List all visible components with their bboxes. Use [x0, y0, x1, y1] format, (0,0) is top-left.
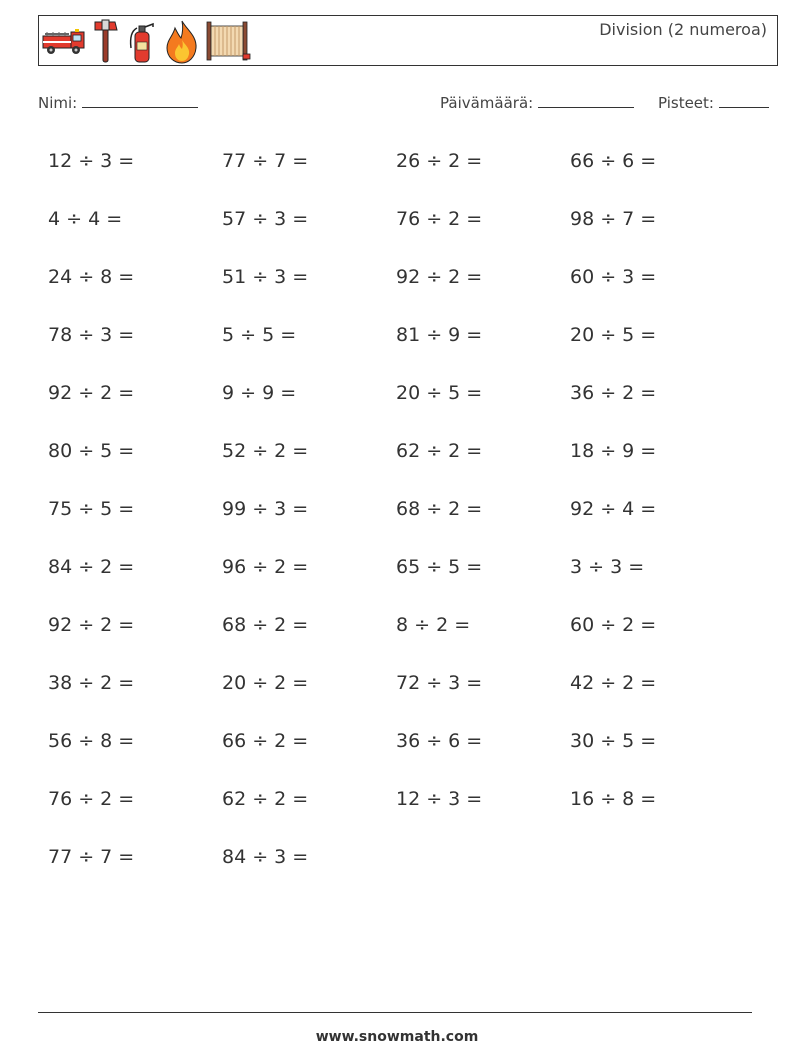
fire-extinguisher-icon — [125, 18, 159, 64]
score-field — [658, 93, 769, 112]
division-problem: 8 ÷ 2 = — [396, 614, 471, 636]
division-problem: 26 ÷ 2 = — [396, 150, 483, 172]
division-problem: 76 ÷ 2 = — [48, 788, 135, 810]
division-problem: 36 ÷ 2 = — [570, 382, 657, 404]
division-problem: 42 ÷ 2 = — [570, 672, 657, 694]
fire-icon — [163, 18, 201, 64]
division-problem: 92 ÷ 2 = — [48, 614, 135, 636]
division-problem: 80 ÷ 5 = — [48, 440, 135, 462]
division-problem: 20 ÷ 5 = — [570, 324, 657, 346]
name-label: Nimi: — [38, 94, 78, 112]
name-field — [38, 93, 198, 112]
name-blank[interactable] — [82, 93, 198, 108]
division-problem: 98 ÷ 7 = — [570, 208, 657, 230]
division-problem: 36 ÷ 6 = — [396, 730, 483, 752]
division-problem: 78 ÷ 3 = — [48, 324, 135, 346]
division-problem: 75 ÷ 5 = — [48, 498, 135, 520]
division-problem: 18 ÷ 9 = — [570, 440, 657, 462]
division-problem: 92 ÷ 4 = — [570, 498, 657, 520]
division-problem: 60 ÷ 2 = — [570, 614, 657, 636]
division-problem: 60 ÷ 3 = — [570, 266, 657, 288]
division-problem: 62 ÷ 2 = — [396, 440, 483, 462]
worksheet-title: Division (2 numeroa) — [599, 20, 767, 39]
footer-site: www.snowmath.com — [315, 1029, 479, 1045]
division-problem: 84 ÷ 2 = — [48, 556, 135, 578]
division-problem: 72 ÷ 3 = — [396, 672, 483, 694]
division-problem: 3 ÷ 3 = — [570, 556, 645, 578]
division-problem: 12 ÷ 3 = — [48, 150, 135, 172]
division-problem: 38 ÷ 2 = — [48, 672, 135, 694]
division-problem: 52 ÷ 2 = — [222, 440, 309, 462]
division-problem: 5 ÷ 5 = — [222, 324, 297, 346]
division-problem: 77 ÷ 7 = — [48, 846, 135, 868]
division-problem: 66 ÷ 6 = — [570, 150, 657, 172]
worksheet-header — [38, 15, 778, 66]
division-problem: 62 ÷ 2 = — [222, 788, 309, 810]
division-problem: 16 ÷ 8 = — [570, 788, 657, 810]
header-icons — [41, 18, 251, 64]
division-problem: 20 ÷ 2 = — [222, 672, 309, 694]
date-field — [440, 93, 634, 112]
division-problem: 65 ÷ 5 = — [396, 556, 483, 578]
division-problem: 51 ÷ 3 = — [222, 266, 309, 288]
fire-hose-icon — [205, 18, 251, 64]
division-problem: 68 ÷ 2 = — [222, 614, 309, 636]
division-problem: 9 ÷ 9 = — [222, 382, 297, 404]
score-label: Pisteet: — [658, 94, 714, 112]
date-blank[interactable] — [538, 93, 634, 108]
division-problem: 81 ÷ 9 = — [396, 324, 483, 346]
division-problem: 57 ÷ 3 = — [222, 208, 309, 230]
score-blank[interactable] — [719, 93, 769, 108]
division-problem: 92 ÷ 2 = — [396, 266, 483, 288]
division-problem: 24 ÷ 8 = — [48, 266, 135, 288]
division-problem: 20 ÷ 5 = — [396, 382, 483, 404]
division-problem: 84 ÷ 3 = — [222, 846, 309, 868]
division-problem: 56 ÷ 8 = — [48, 730, 135, 752]
fire-axe-icon — [91, 18, 121, 64]
division-problem: 66 ÷ 2 = — [222, 730, 309, 752]
division-problem: 68 ÷ 2 = — [396, 498, 483, 520]
footer-divider — [38, 1012, 752, 1013]
fire-truck-icon — [41, 24, 87, 58]
division-problem: 12 ÷ 3 = — [396, 788, 483, 810]
division-problem: 76 ÷ 2 = — [396, 208, 483, 230]
division-problem: 99 ÷ 3 = — [222, 498, 309, 520]
division-problem: 92 ÷ 2 = — [48, 382, 135, 404]
division-problem: 77 ÷ 7 = — [222, 150, 309, 172]
date-label: Päivämäärä: — [440, 94, 534, 112]
division-problem: 4 ÷ 4 = — [48, 208, 123, 230]
division-problem: 96 ÷ 2 = — [222, 556, 309, 578]
division-problem: 30 ÷ 5 = — [570, 730, 657, 752]
